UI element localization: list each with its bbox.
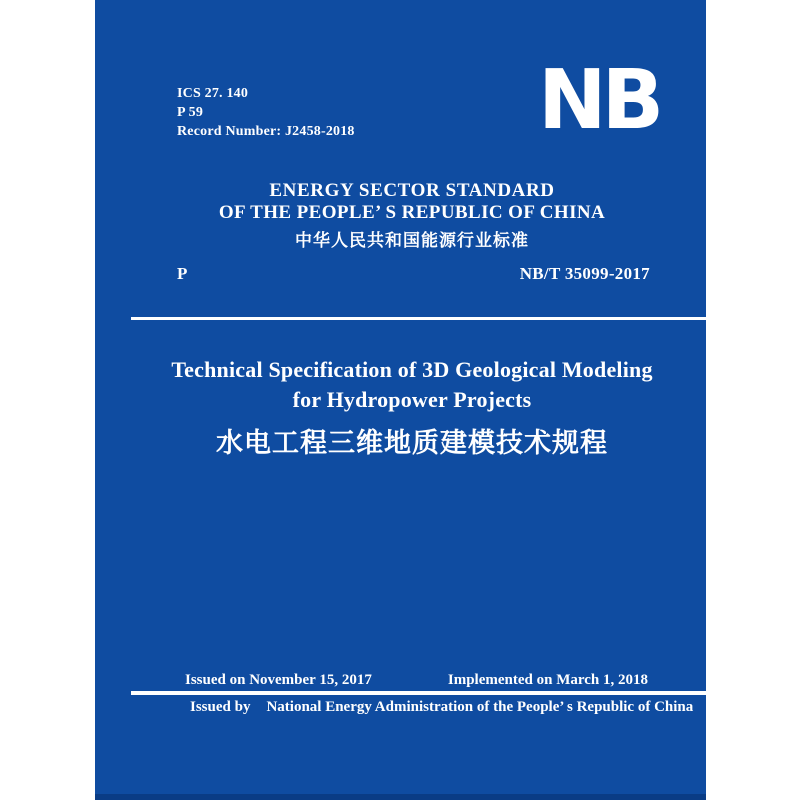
title-english-line1: Technical Specification of 3D Geological Modeling [171, 357, 653, 382]
ics-code: ICS 27. 140 [177, 86, 249, 101]
title-chinese: 水电工程三维地质建模技术规程 [216, 428, 608, 459]
standard-type-line2: OF THE PEOPLE’ S REPUBLIC OF CHINA [218, 202, 606, 223]
record-number: Record Number: J2458-2018 [177, 124, 355, 139]
implemented-date: Implemented on March 1, 2018 [447, 672, 648, 688]
classification-code: P 59 [177, 105, 204, 120]
category-letter: P [177, 264, 188, 283]
issuer-name: National Energy Administration of the People’ s Republic of China [266, 699, 694, 715]
standard-type-line1: ENERGY SECTOR STANDARD [269, 180, 555, 201]
cover-bottom-edge-shadow [95, 794, 706, 800]
issued-by-label: Issued by [190, 699, 251, 715]
meta-block [177, 84, 355, 141]
nb-logo: NB [538, 53, 660, 148]
standard-cover [95, 0, 706, 800]
bottom-divider-rule [131, 691, 706, 695]
title-english-line2: for Hydropower Projects [292, 387, 532, 412]
issuer-row [190, 699, 693, 716]
standard-number: NB/T 35099-2017 [519, 264, 650, 283]
issued-date: Issued on November 15, 2017 [185, 672, 372, 688]
top-divider-rule [131, 317, 706, 320]
standard-type-chinese: 中华人民共和国能源行业标准 [295, 231, 529, 251]
